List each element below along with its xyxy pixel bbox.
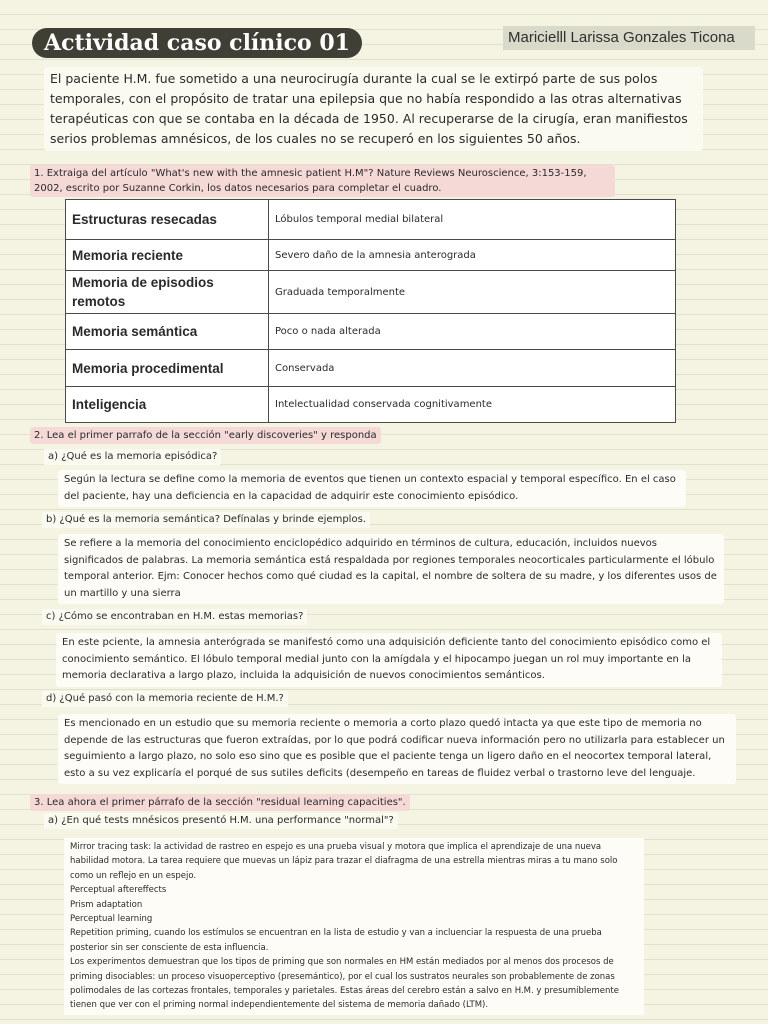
author-name: Maricielll Larissa Gonzales Ticona xyxy=(503,26,755,50)
row-value: Conservada xyxy=(269,350,676,387)
answer-2a: Según la lectura se define como la memoria de eventos que tienen un contexto espacial y temporal específico. En el caso del paciente, hay una deficiencia en la capacidad de adquirir este conocimiento episódico. xyxy=(58,470,686,507)
list-item: Perceptual aftereffects xyxy=(70,885,167,896)
question-1: 1. Extraiga del artículo "What's new with the amnesic patient H.M"? Nature Reviews Neuroscience, 3:153-159, 2002, escrito por Suzanne Corkin, los datos necesarios para completar el cuadro. xyxy=(30,165,615,197)
answer-3a-list xyxy=(64,838,644,1015)
question-3a: a) ¿En qué tests mnésicos presentó H.M. una performance "normal"? xyxy=(44,813,398,829)
row-value: Poco o nada alterada xyxy=(269,314,676,350)
answer-2b: Se refiere a la memoria del conocimiento enciclopédico adquirido en términos de cultura, educación, incluidos nuevos significados de palabras. La memoria semántica está respaldada por regiones temporales neocorticales particularmente el lóbulo temporal anterior. Ejm: Conocer hechos como qué ciudad es la capital, el nombre de soltera de su madre, y los diferentes usos de un martillo y una sierra xyxy=(58,534,724,604)
row-label: Memoria semántica xyxy=(66,314,269,350)
list-item: Repetition priming, cuando los estímulos se encuentran en la lista de estudio y van a incluenciar la respuesta de una prueba posterior sin ser consciente de esta influencia. xyxy=(70,928,602,953)
row-value: Lóbulos temporal medial bilateral xyxy=(269,200,676,240)
question-2d: d) ¿Qué pasó con la memoria reciente de H.M.? xyxy=(42,691,288,707)
row-label: Memoria reciente xyxy=(66,240,269,271)
question-2a: a) ¿Qué es la memoria episódica? xyxy=(44,449,221,465)
list-item: Perceptual learning xyxy=(70,914,153,925)
row-value: Intelectualidad conservada cognitivamente xyxy=(269,387,676,423)
table-row xyxy=(66,240,676,271)
page-title: Actividad caso clínico 01 xyxy=(32,28,362,58)
row-label: Inteligencia xyxy=(66,387,269,423)
table-row xyxy=(66,350,676,387)
row-label: Memoria de episodios remotos xyxy=(66,271,269,314)
answer-2d: Es mencionado en un estudio que su memoria reciente o memoria a corto plazo quedó intacta ya que este tipo de memoria no depende de las estructuras que fueron extraídas, por lo que podrá codificar nueva información pero no utilizarla para establecer un seguimiento a largo plazo, no solo eso sino que es posible que el paciente tenga un ligero daño en el neocortex temporal lateral, esto a su vez explicaría el porqué de sus sutiles deficits (desempeño en tareas de fluidez verbal o trastorno leve del lenguaje. xyxy=(58,714,736,784)
list-item: Mirror tracing task: la actividad de rastreo en espejo es una prueba visual y motora que implica el aprendizaje de una nueva habilidad motora. La tarea requiere que muevas un lápiz para trazar el diafragma de una estrella mientras miras a tu mano solo como un reflejo en un espejo. xyxy=(70,842,618,881)
intro-paragraph: El paciente H.M. fue sometido a una neurocirugía durante la cual se le extirpó parte de sus polos temporales, con el propósito de tratar una epilepsia que no había respondido a las otras alternativas terapéuticas con que se contaba en la década de 1950. Al recuperarse de la cirugía, eran manifiestos serios problemas amnésicos, de los cuales no se recuperó en los siguientes 50 años. xyxy=(44,67,703,151)
row-label: Estructuras resecadas xyxy=(66,200,269,240)
table-row xyxy=(66,387,676,423)
row-value: Severo daño de la amnesia anterograda xyxy=(269,240,676,271)
list-item: Los experimentos demuestran que los tipos de priming que son normales en HM están mediados por al menos dos procesos de priming disociables: un proceso visuoperceptivo (presemántico), por el cual los sustratos neurales son probablemente de zonas polimodales de las cortezas frontales, temporales y parietales. Estas áreas del cerebro están a salvo en H.M. y presumiblemente tienen que ver con el priming normal independientemente del sistema de memoria dañado (LTM). xyxy=(70,957,619,1011)
list-item: Prism adaptation xyxy=(70,899,143,910)
question-2c: c) ¿Cómo se encontraban en H.M. estas memorias? xyxy=(42,609,307,625)
row-value: Graduada temporalmente xyxy=(269,271,676,314)
memory-table xyxy=(65,199,676,423)
answer-2c: En este pciente, la amnesia anterógrada se manifestó como una adquisición deficiente tanto del conocimiento episódico como el conocimiento semántico. El lóbulo temporal medial junto con la amígdala y el hipocampo juegan un rol muy importante en la memoria declarativa a largo plazo, incluida la adquisición de nuevos conocimientos semánticos. xyxy=(56,633,722,687)
table-row xyxy=(66,271,676,314)
question-2b: b) ¿Qué es la memoria semántica? Defínalas y brinde ejemplos. xyxy=(42,512,370,528)
row-label: Memoria procedimental xyxy=(66,350,269,387)
table-row xyxy=(66,200,676,240)
table-row xyxy=(66,314,676,350)
question-2: 2. Lea el primer parrafo de la sección "early discoveries" y responda xyxy=(30,427,381,444)
question-3: 3. Lea ahora el primer párrafo de la sección "residual learning capacities". xyxy=(30,794,410,811)
